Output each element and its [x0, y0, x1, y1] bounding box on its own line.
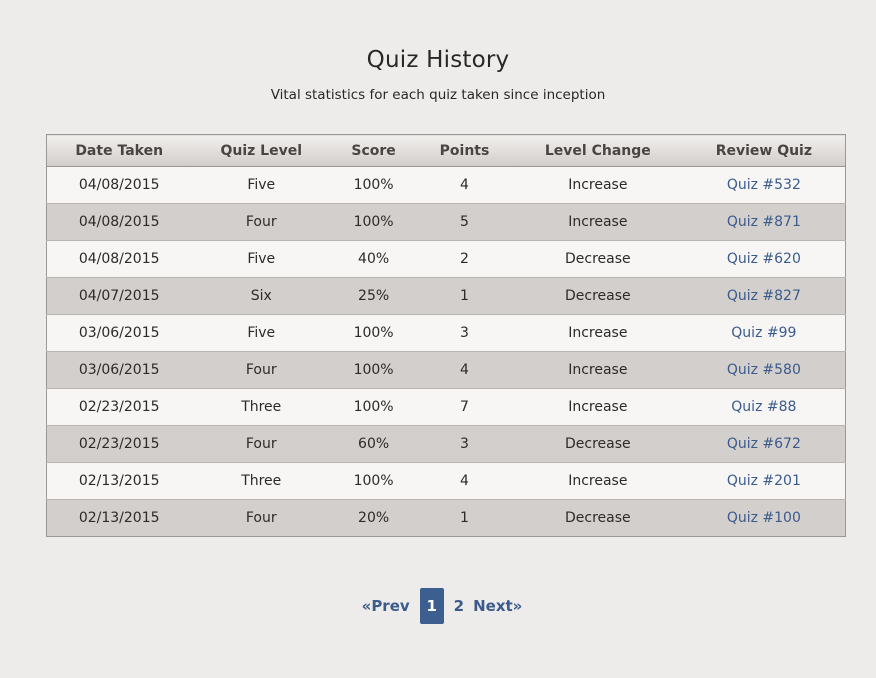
- cell-level-change: Decrease: [513, 278, 683, 315]
- table-row: [47, 278, 846, 315]
- cell-points: 2: [416, 241, 513, 278]
- cell-quiz-level: Four: [191, 204, 331, 241]
- cell-score: 100%: [331, 389, 416, 426]
- column-header-quiz-level: Quiz Level: [191, 135, 331, 167]
- cell-level-change: Increase: [513, 167, 683, 204]
- cell-score: 100%: [331, 315, 416, 352]
- cell-review-quiz: [683, 426, 846, 463]
- cell-quiz-level: Four: [191, 352, 331, 389]
- cell-score: 100%: [331, 167, 416, 204]
- page-2-link[interactable]: 2: [453, 597, 465, 615]
- cell-review-quiz: [683, 352, 846, 389]
- review-quiz-link[interactable]: Quiz #871: [726, 214, 801, 230]
- cell-level-change: Decrease: [513, 426, 683, 463]
- review-quiz-link[interactable]: Quiz #580: [726, 362, 801, 378]
- column-header-level-change: Level Change: [513, 135, 683, 167]
- cell-points: 1: [416, 278, 513, 315]
- cell-score: 60%: [331, 426, 416, 463]
- pagination: [0, 588, 876, 624]
- cell-level-change: Increase: [513, 352, 683, 389]
- cell-level-change: Decrease: [513, 241, 683, 278]
- cell-review-quiz: [683, 167, 846, 204]
- cell-quiz-level: Five: [191, 241, 331, 278]
- cell-date-taken: 03/06/2015: [47, 315, 192, 352]
- cell-date-taken: 04/08/2015: [47, 167, 192, 204]
- cell-points: 3: [416, 426, 513, 463]
- cell-date-taken: 04/07/2015: [47, 278, 192, 315]
- cell-review-quiz: [683, 278, 846, 315]
- table-row: [47, 500, 846, 537]
- cell-score: 40%: [331, 241, 416, 278]
- cell-date-taken: 04/08/2015: [47, 241, 192, 278]
- table-row: [47, 204, 846, 241]
- column-header-review-quiz: Review Quiz: [683, 135, 846, 167]
- column-header-date-taken: Date Taken: [47, 135, 192, 167]
- cell-points: 1: [416, 500, 513, 537]
- cell-quiz-level: Five: [191, 315, 331, 352]
- table-row: [47, 426, 846, 463]
- cell-level-change: Increase: [513, 389, 683, 426]
- review-quiz-link[interactable]: Quiz #99: [731, 325, 797, 341]
- table-row: [47, 389, 846, 426]
- column-header-score: Score: [331, 135, 416, 167]
- cell-quiz-level: Five: [191, 167, 331, 204]
- cell-level-change: Increase: [513, 204, 683, 241]
- cell-review-quiz: [683, 315, 846, 352]
- cell-points: 3: [416, 315, 513, 352]
- cell-score: 25%: [331, 278, 416, 315]
- cell-level-change: Increase: [513, 315, 683, 352]
- cell-score: 100%: [331, 463, 416, 500]
- review-quiz-link[interactable]: Quiz #88: [731, 399, 797, 415]
- cell-date-taken: 04/08/2015: [47, 204, 192, 241]
- cell-points: 4: [416, 352, 513, 389]
- review-quiz-link[interactable]: Quiz #532: [726, 177, 801, 193]
- table-row: [47, 315, 846, 352]
- page-title: Quiz History: [366, 47, 510, 73]
- table-header-row: [47, 135, 846, 167]
- table-row: [47, 463, 846, 500]
- cell-score: 20%: [331, 500, 416, 537]
- cell-date-taken: 02/23/2015: [47, 426, 192, 463]
- cell-review-quiz: [683, 463, 846, 500]
- next-page-link[interactable]: Next»: [473, 597, 523, 615]
- prev-page-link[interactable]: «Prev: [361, 597, 410, 615]
- current-page-button[interactable]: 1: [420, 588, 444, 624]
- cell-points: 4: [416, 463, 513, 500]
- cell-review-quiz: [683, 389, 846, 426]
- cell-review-quiz: [683, 204, 846, 241]
- cell-review-quiz: [683, 241, 846, 278]
- cell-quiz-level: Four: [191, 500, 331, 537]
- cell-quiz-level: Four: [191, 426, 331, 463]
- cell-date-taken: 02/13/2015: [47, 500, 192, 537]
- cell-score: 100%: [331, 352, 416, 389]
- cell-quiz-level: Three: [191, 463, 331, 500]
- table-row: [47, 352, 846, 389]
- cell-points: 7: [416, 389, 513, 426]
- cell-date-taken: 02/13/2015: [47, 463, 192, 500]
- cell-quiz-level: Six: [191, 278, 331, 315]
- review-quiz-link[interactable]: Quiz #201: [726, 473, 801, 489]
- cell-review-quiz: [683, 500, 846, 537]
- cell-date-taken: 02/23/2015: [47, 389, 192, 426]
- review-quiz-link[interactable]: Quiz #100: [726, 510, 801, 526]
- review-quiz-link[interactable]: Quiz #672: [726, 436, 801, 452]
- review-quiz-link[interactable]: Quiz #827: [726, 288, 801, 304]
- column-header-points: Points: [416, 135, 513, 167]
- cell-points: 5: [416, 204, 513, 241]
- cell-points: 4: [416, 167, 513, 204]
- cell-level-change: Increase: [513, 463, 683, 500]
- cell-level-change: Decrease: [513, 500, 683, 537]
- cell-score: 100%: [331, 204, 416, 241]
- quiz-history-table: [46, 134, 846, 537]
- table-row: [47, 167, 846, 204]
- cell-date-taken: 03/06/2015: [47, 352, 192, 389]
- review-quiz-link[interactable]: Quiz #620: [726, 251, 801, 267]
- page-subtitle: Vital statistics for each quiz taken since inception: [270, 87, 606, 103]
- cell-quiz-level: Three: [191, 389, 331, 426]
- table-row: [47, 241, 846, 278]
